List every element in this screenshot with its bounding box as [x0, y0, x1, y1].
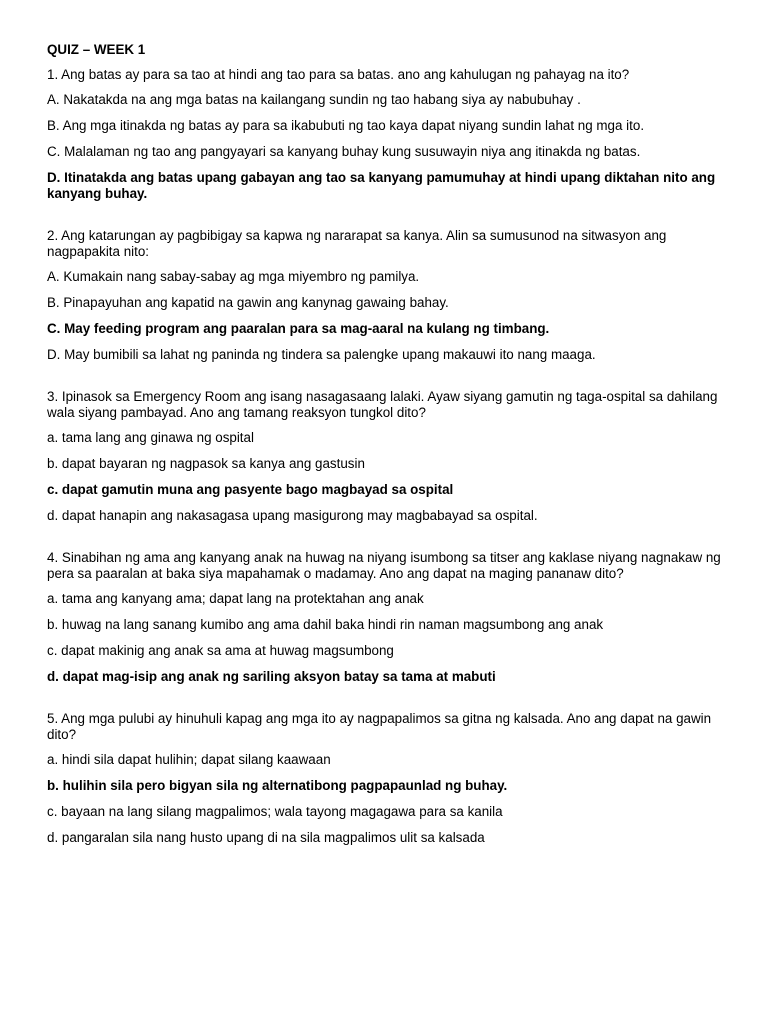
question-1 [47, 67, 727, 202]
choice-b: b. hulihin sila pero bigyan sila ng alternatibong pagpapaunlad ng buhay. [47, 778, 508, 793]
question-2 [47, 228, 727, 363]
choice-b: B. Pinapayuhan ang kapatid na gawin ang kanynag gawaing bahay. [47, 295, 449, 310]
choice-d: D. Itinatakda ang batas upang gabayan ang tao sa kanyang pamumuhay at hindi upang diktahan nito ang kanyang buhay. [47, 170, 716, 201]
choice-b: b. dapat bayaran ng nagpasok sa kanya ang gastusin [47, 456, 365, 471]
choice-c: C. May feeding program ang paaralan para sa mag-aaral na kulang ng timbang. [47, 321, 550, 336]
choice-c: c. dapat gamutin muna ang pasyente bago magbayad sa ospital [47, 482, 454, 497]
question-4 [47, 550, 727, 685]
choice-d: d. pangaralan sila nang husto upang di na sila magpalimos ulit sa kalsada [47, 830, 485, 845]
question-3 [47, 389, 727, 524]
choice-d: D. May bumibili sa lahat ng paninda ng tindera sa palengke upang makauwi ito nang maaga. [47, 347, 596, 362]
choice-c: C. Malalaman ng tao ang pangyayari sa kanyang buhay kung susuwayin niya ang itinakda ng batas. [47, 144, 641, 159]
question-text: 3. Ipinasok sa Emergency Room ang isang nasagasaang lalaki. Ayaw siyang gamutin ng taga-ospital sa dahilang wala siyang pambayad. Ano ang tamang reaksyon tungkol dito? [47, 389, 718, 420]
choice-b: B. Ang mga itinakda ng batas ay para sa ikabubuti ng tao kaya dapat niyang sundin lahat ng mga ito. [47, 118, 645, 133]
question-text: 2. Ang katarungan ay pagbibigay sa kapwa ng nararapat sa kanya. Alin sa sumusunod na sitwasyon ang nagpapakita nito: [47, 228, 667, 259]
choice-c: c. bayaan na lang silang magpalimos; wala tayong magagawa para sa kanila [47, 804, 503, 819]
choice-a: a. hindi sila dapat hulihin; dapat silang kaawaan [47, 752, 331, 767]
question-text: 4. Sinabihan ng ama ang kanyang anak na huwag na niyang isumbong sa titser ang kaklase niyang nagnakaw ng pera sa paaralan at baka siya mapahamak o madamay. Ano ang dapat na maging pananaw dito? [47, 550, 721, 581]
document-page [47, 42, 727, 856]
choice-d: d. dapat mag-isip ang anak ng sariling aksyon batay sa tama at mabuti [47, 669, 496, 684]
choice-a: a. tama lang ang ginawa ng ospital [47, 430, 254, 445]
question-5 [47, 711, 727, 846]
choice-b: b. huwag na lang sanang kumibo ang ama dahil baka hindi rin naman magsumbong ang anak [47, 617, 604, 632]
choice-d: d. dapat hanapin ang nakasagasa upang masigurong may magbabayad sa ospital. [47, 508, 538, 523]
quiz-title: QUIZ – WEEK 1 [47, 42, 146, 57]
choice-a: A. Nakatakda na ang mga batas na kailangang sundin ng tao habang siya ay nabubuhay . [47, 92, 581, 107]
choice-a: a. tama ang kanyang ama; dapat lang na protektahan ang anak [47, 591, 424, 606]
choice-a: A. Kumakain nang sabay-sabay ag mga miyembro ng pamilya. [47, 269, 420, 284]
question-text: 1. Ang batas ay para sa tao at hindi ang tao para sa batas. ano ang kahulugan ng pahayag na ito? [47, 67, 630, 82]
question-text: 5. Ang mga pulubi ay hinuhuli kapag ang mga ito ay nagpapalimos sa gitna ng kalsada. Ano ang dapat na gawin dito? [47, 711, 712, 742]
choice-c: c. dapat makinig ang anak sa ama at huwag magsumbong [47, 643, 394, 658]
